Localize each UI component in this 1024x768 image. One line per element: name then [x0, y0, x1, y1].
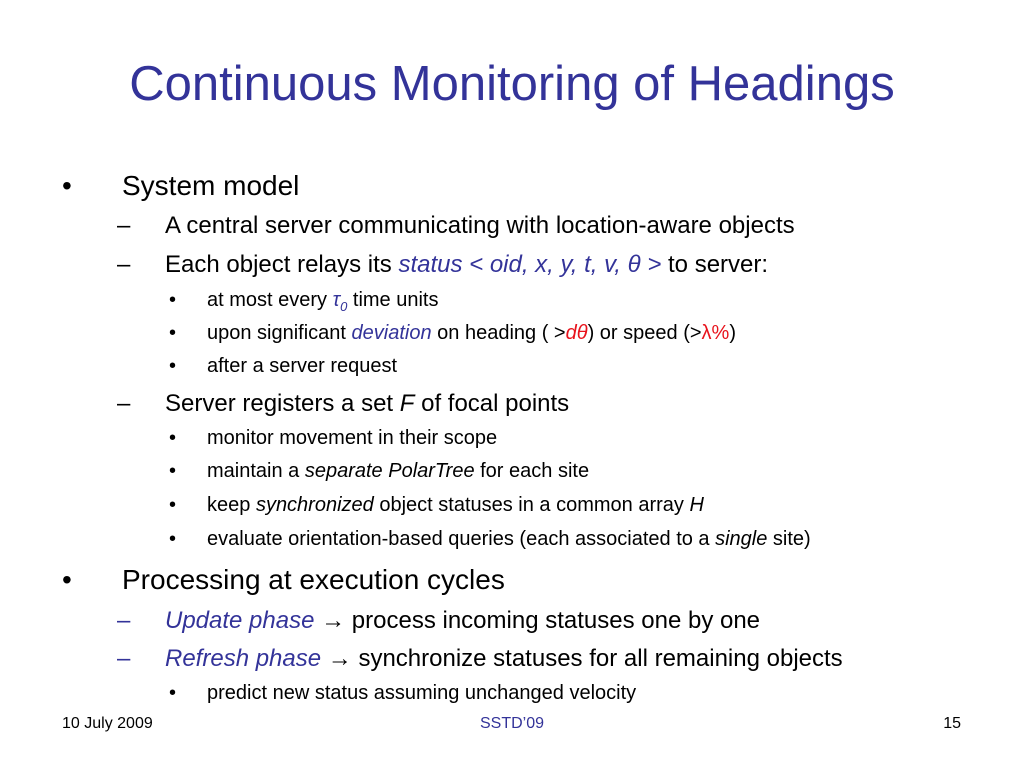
- lambda-symbol: λ%: [701, 322, 730, 344]
- bullet-marker: •: [62, 564, 72, 595]
- bullet-at-most-every: [207, 290, 438, 313]
- bullet-central-server: A central server communicating with location-aware objects: [165, 212, 795, 239]
- dash-marker: –: [117, 251, 131, 278]
- bullet-server-registers: [165, 392, 569, 416]
- bullet-marker: •: [169, 322, 177, 344]
- text-segment: for each site: [474, 460, 590, 482]
- bullet-marker: •: [169, 528, 177, 550]
- text-segment: at most every: [207, 289, 333, 311]
- text-segment: ) or speed (>: [587, 322, 702, 344]
- arrow-icon: →: [321, 645, 359, 672]
- dash-marker: –: [117, 390, 131, 417]
- single-term: single: [715, 528, 768, 550]
- polartree-term: separate PolarTree: [304, 460, 475, 482]
- dash-marker: –: [117, 212, 131, 239]
- text-segment: Server registers a set: [165, 390, 400, 417]
- footer-date: 10 July 2009: [62, 715, 153, 732]
- bullet-marker: •: [169, 682, 177, 704]
- bullet-monitor-movement: monitor movement in their scope: [207, 427, 498, 449]
- text-segment: maintain a: [207, 460, 305, 482]
- bullet-evaluate: [207, 529, 811, 549]
- footer-conference: SSTD’09: [479, 715, 545, 732]
- slide-title: Continuous Monitoring of Headings: [129, 57, 895, 111]
- bullet-maintain: [207, 461, 589, 481]
- deviation-term: deviation: [351, 322, 432, 344]
- update-phase-label: Update phase: [165, 607, 315, 634]
- bullet-predict: predict new status assuming unchanged velocity: [207, 682, 637, 704]
- bullet-processing: Processing at execution cycles: [122, 564, 505, 595]
- text-segment: on heading ( >: [431, 322, 566, 344]
- dash-marker: –: [117, 607, 131, 634]
- bullet-marker: •: [62, 170, 72, 201]
- refresh-phase-label: Refresh phase: [165, 645, 322, 672]
- text-segment: evaluate orientation-based queries (each associated to a: [207, 528, 716, 550]
- tau-subscript: 0: [340, 299, 348, 314]
- bullet-marker: •: [169, 494, 177, 516]
- text-segment: keep: [207, 494, 256, 516]
- bullet-upon-significant: [207, 323, 736, 343]
- dtheta-symbol: dθ: [565, 322, 588, 344]
- bullet-update-phase: [165, 609, 760, 633]
- text-segment: site): [767, 528, 811, 550]
- text-segment: process incoming statuses one by one: [351, 607, 761, 634]
- text-segment: synchronize statuses for all remaining objects: [358, 645, 843, 672]
- bullet-marker: •: [169, 355, 177, 377]
- bullet-marker: •: [169, 289, 177, 311]
- arrow-icon: →: [314, 607, 352, 634]
- bullet-each-object: [165, 253, 768, 277]
- bullet-keep: [207, 495, 704, 515]
- dash-marker: –: [117, 645, 131, 672]
- bullet-after-request: after a server request: [207, 355, 398, 377]
- text-segment: ): [729, 322, 737, 344]
- bullet-refresh-phase: [165, 647, 843, 671]
- text-segment: upon significant: [207, 322, 352, 344]
- bullet-marker: •: [169, 460, 177, 482]
- text-segment: time units: [347, 289, 439, 311]
- text-segment: Each object relays its: [165, 251, 399, 278]
- text-segment: object statuses in a common array: [373, 494, 690, 516]
- text-segment: to server:: [661, 251, 769, 278]
- set-F: F: [399, 390, 415, 417]
- bullet-system-model: System model: [122, 170, 300, 201]
- bullet-marker: •: [169, 427, 177, 449]
- synchronized-term: synchronized: [255, 494, 374, 516]
- footer-page-number: 15: [943, 715, 961, 732]
- status-tuple: status < oid, x, y, t, v, θ >: [398, 251, 662, 278]
- tau-symbol: τ: [332, 289, 341, 311]
- array-H: H: [689, 494, 704, 516]
- text-segment: of focal points: [414, 390, 570, 417]
